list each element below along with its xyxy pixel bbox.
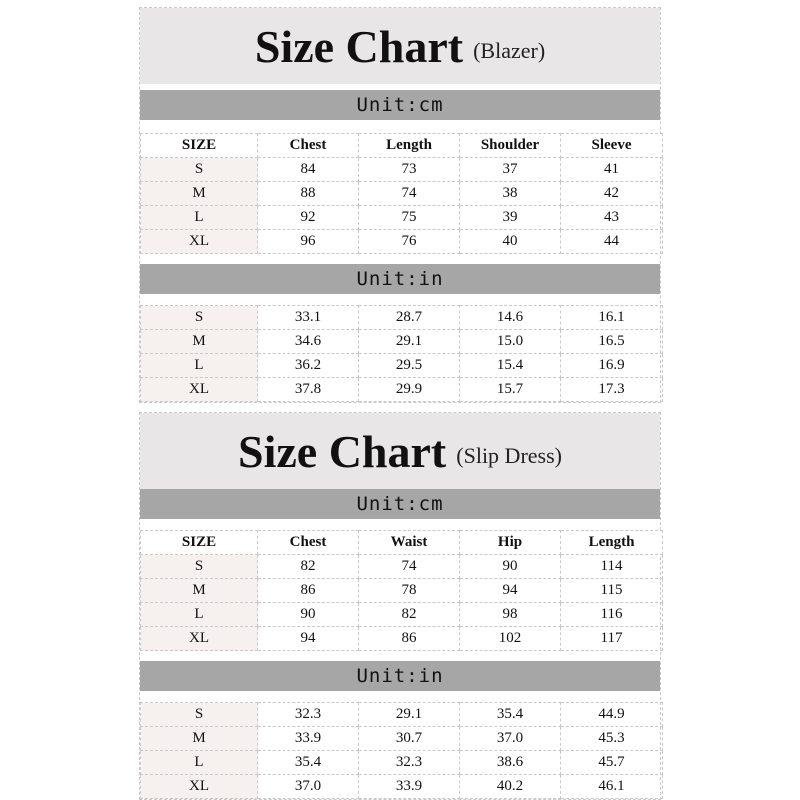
value-cell: 116 — [561, 603, 663, 627]
value-cell: 29.5 — [359, 354, 460, 378]
blazer-subtitle: (Blazer) — [473, 38, 546, 63]
spacer — [140, 294, 660, 305]
table-row — [141, 727, 663, 751]
table-row — [141, 555, 663, 579]
slip-dress-cm-table — [140, 530, 663, 651]
header-cell: SIZE — [141, 531, 258, 555]
value-cell: 96 — [258, 230, 359, 254]
table-row — [141, 182, 663, 206]
header-cell: Waist — [359, 531, 460, 555]
size-cell: M — [141, 727, 258, 751]
size-cell: S — [141, 158, 258, 182]
value-cell: 16.5 — [561, 330, 663, 354]
value-cell: 92 — [258, 206, 359, 230]
spacer — [140, 691, 660, 702]
value-cell: 90 — [460, 555, 561, 579]
header-cell: Shoulder — [460, 134, 561, 158]
value-cell: 29.1 — [359, 703, 460, 727]
table-row — [141, 330, 663, 354]
size-cell: L — [141, 603, 258, 627]
value-cell: 15.4 — [460, 354, 561, 378]
header-cell: Chest — [258, 134, 359, 158]
header-cell: Length — [359, 134, 460, 158]
spacer — [140, 519, 660, 530]
value-cell: 74 — [359, 555, 460, 579]
spacer — [140, 651, 660, 661]
blazer-title-box — [140, 8, 660, 84]
table-row — [141, 230, 663, 254]
slip-dress-unit-in-bar: Unit:in — [140, 661, 660, 691]
value-cell: 37.0 — [460, 727, 561, 751]
value-cell: 78 — [359, 579, 460, 603]
value-cell: 43 — [561, 206, 663, 230]
table-row — [141, 579, 663, 603]
value-cell: 29.9 — [359, 378, 460, 402]
header-cell: SIZE — [141, 134, 258, 158]
value-cell: 38.6 — [460, 751, 561, 775]
slip-dress-title-box — [140, 413, 660, 489]
value-cell: 82 — [359, 603, 460, 627]
table-row — [141, 158, 663, 182]
value-cell: 86 — [258, 579, 359, 603]
value-cell: 28.7 — [359, 306, 460, 330]
value-cell: 102 — [460, 627, 561, 651]
size-cell: M — [141, 182, 258, 206]
value-cell: 86 — [359, 627, 460, 651]
size-cell: S — [141, 306, 258, 330]
value-cell: 88 — [258, 182, 359, 206]
table-row — [141, 703, 663, 727]
value-cell: 40 — [460, 230, 561, 254]
size-cell: M — [141, 579, 258, 603]
blazer-cm-table — [140, 133, 663, 254]
table-row — [141, 206, 663, 230]
blazer-title: Size Chart — [254, 20, 464, 72]
value-cell: 16.1 — [561, 306, 663, 330]
spacer — [140, 254, 660, 264]
table-header-row — [141, 531, 663, 555]
value-cell: 75 — [359, 206, 460, 230]
value-cell: 35.4 — [258, 751, 359, 775]
blazer-unit-in-bar: Unit:in — [140, 264, 660, 294]
value-cell: 114 — [561, 555, 663, 579]
value-cell: 44.9 — [561, 703, 663, 727]
value-cell: 33.9 — [359, 775, 460, 799]
size-cell: XL — [141, 230, 258, 254]
value-cell: 37.0 — [258, 775, 359, 799]
value-cell: 98 — [460, 603, 561, 627]
slip-dress-in-table — [140, 702, 663, 799]
value-cell: 14.6 — [460, 306, 561, 330]
value-cell: 32.3 — [359, 751, 460, 775]
value-cell: 15.7 — [460, 378, 561, 402]
blazer-in-table — [140, 305, 663, 402]
value-cell: 36.2 — [258, 354, 359, 378]
slip-dress-title: Size Chart — [238, 425, 447, 477]
value-cell: 33.9 — [258, 727, 359, 751]
size-cell: XL — [141, 378, 258, 402]
value-cell: 35.4 — [460, 703, 561, 727]
value-cell: 37.8 — [258, 378, 359, 402]
table-row — [141, 306, 663, 330]
value-cell: 34.6 — [258, 330, 359, 354]
header-cell: Length — [561, 531, 663, 555]
value-cell: 45.7 — [561, 751, 663, 775]
slip-dress-subtitle: (Slip Dress) — [456, 443, 562, 468]
size-cell: S — [141, 555, 258, 579]
size-cell: XL — [141, 775, 258, 799]
value-cell: 33.1 — [258, 306, 359, 330]
header-cell: Sleeve — [561, 134, 663, 158]
table-row — [141, 603, 663, 627]
value-cell: 42 — [561, 182, 663, 206]
value-cell: 117 — [561, 627, 663, 651]
value-cell: 45.3 — [561, 727, 663, 751]
table-row — [141, 354, 663, 378]
value-cell: 82 — [258, 555, 359, 579]
value-cell: 115 — [561, 579, 663, 603]
table-header-row — [141, 134, 663, 158]
value-cell: 41 — [561, 158, 663, 182]
table-row — [141, 627, 663, 651]
size-cell: S — [141, 703, 258, 727]
value-cell: 32.3 — [258, 703, 359, 727]
value-cell: 44 — [561, 230, 663, 254]
blazer-size-chart — [139, 7, 661, 403]
value-cell: 94 — [460, 579, 561, 603]
value-cell: 90 — [258, 603, 359, 627]
table-row — [141, 378, 663, 402]
spacer — [139, 403, 661, 412]
value-cell: 39 — [460, 206, 561, 230]
table-row — [141, 751, 663, 775]
value-cell: 15.0 — [460, 330, 561, 354]
size-cell: L — [141, 751, 258, 775]
size-cell: XL — [141, 627, 258, 651]
slip-dress-unit-cm-bar: Unit:cm — [140, 489, 660, 519]
size-cell: L — [141, 354, 258, 378]
size-cell: M — [141, 330, 258, 354]
blazer-unit-cm-bar: Unit:cm — [140, 90, 660, 120]
value-cell: 37 — [460, 158, 561, 182]
value-cell: 74 — [359, 182, 460, 206]
header-cell: Chest — [258, 531, 359, 555]
value-cell: 17.3 — [561, 378, 663, 402]
value-cell: 29.1 — [359, 330, 460, 354]
value-cell: 73 — [359, 158, 460, 182]
size-chart-page — [139, 7, 661, 800]
header-cell: Hip — [460, 531, 561, 555]
value-cell: 84 — [258, 158, 359, 182]
value-cell: 16.9 — [561, 354, 663, 378]
slip-dress-size-chart — [139, 412, 661, 800]
value-cell: 94 — [258, 627, 359, 651]
spacer — [140, 120, 660, 133]
value-cell: 40.2 — [460, 775, 561, 799]
value-cell: 30.7 — [359, 727, 460, 751]
value-cell: 46.1 — [561, 775, 663, 799]
value-cell: 38 — [460, 182, 561, 206]
table-row — [141, 775, 663, 799]
size-cell: L — [141, 206, 258, 230]
value-cell: 76 — [359, 230, 460, 254]
